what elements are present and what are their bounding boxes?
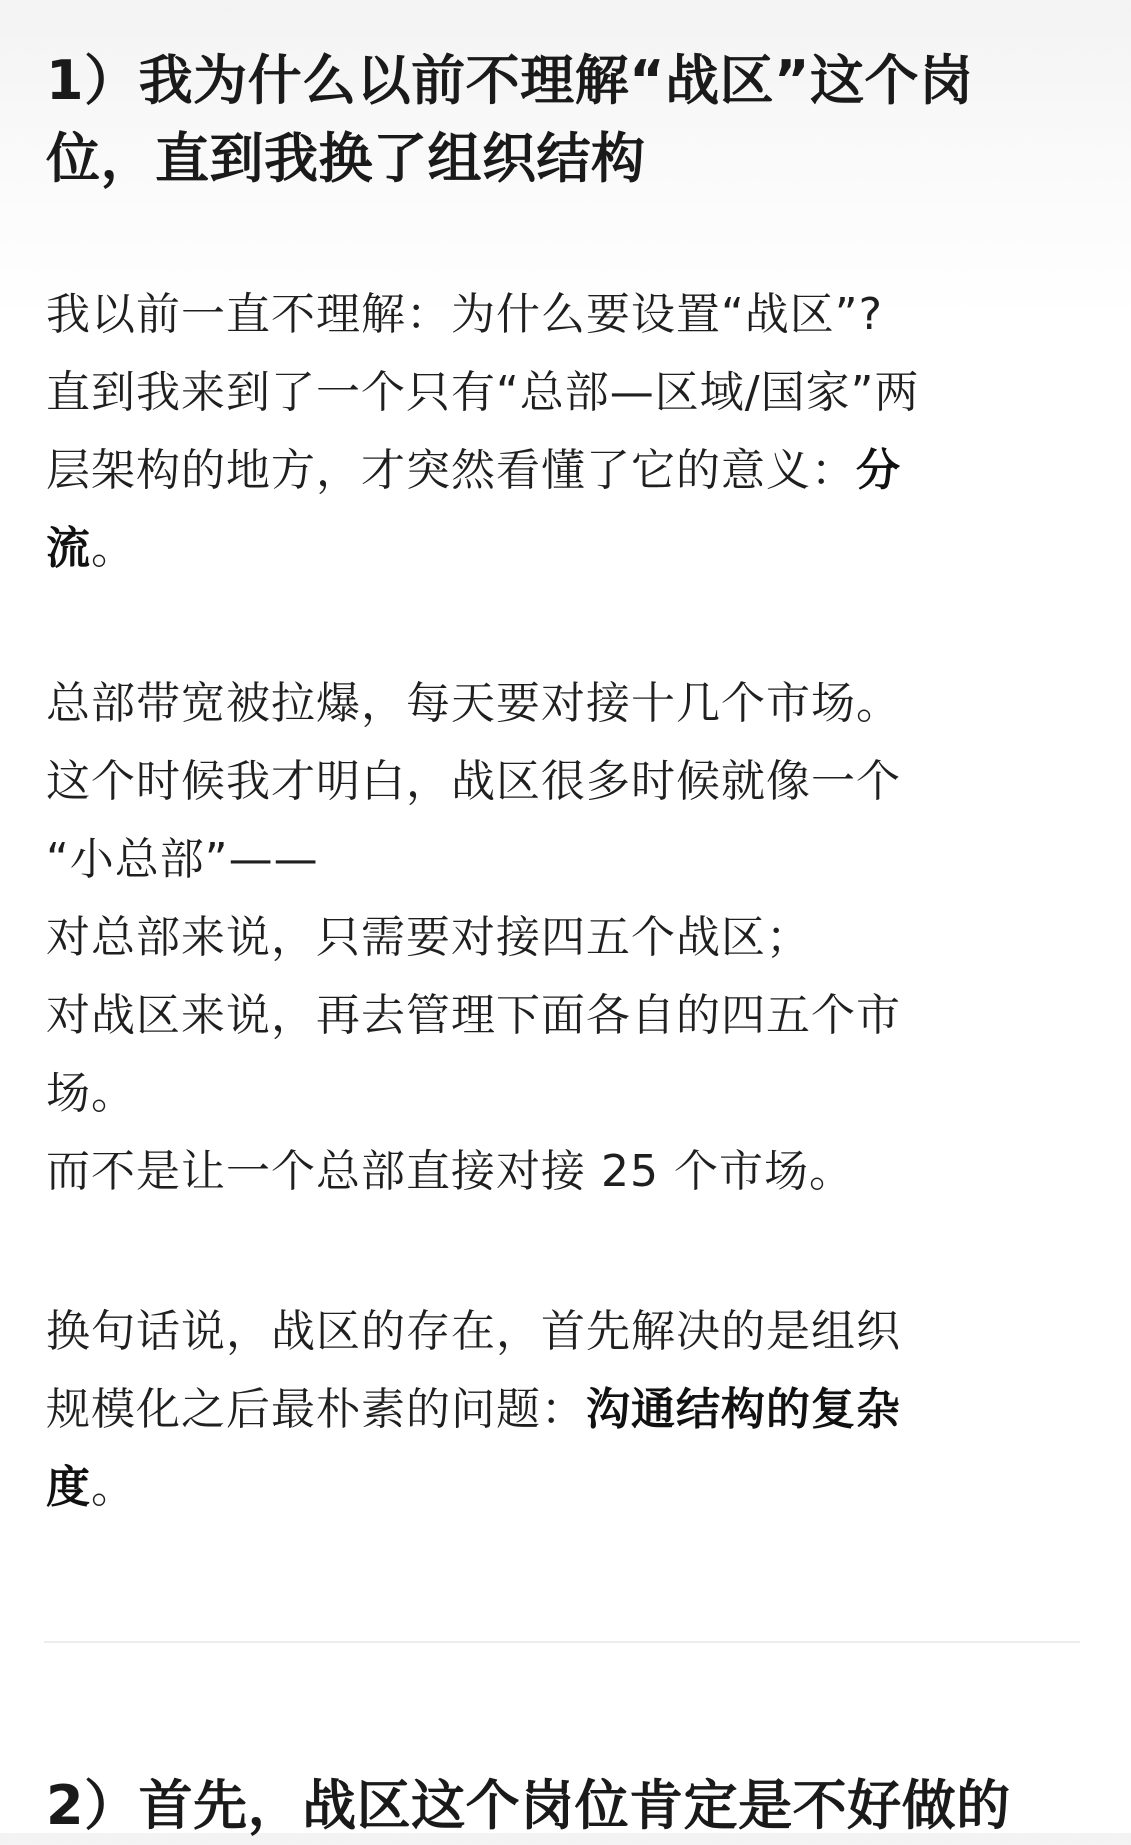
paragraph-line xyxy=(46,1449,1086,1527)
paragraph-line: 总部带宽被拉爆，每天要对接十几个市场。 xyxy=(46,678,901,729)
text-run: 。 xyxy=(91,1462,136,1513)
text-run: 规模化之后最朴素的问题： xyxy=(46,1384,586,1435)
emphasis-text: 分 xyxy=(856,445,901,496)
paragraph-hq-bandwidth xyxy=(46,665,1086,1211)
paragraph-line xyxy=(46,1371,1086,1449)
paragraph-line: 换句话说，战区的存在，首先解决的是组织 xyxy=(46,1306,901,1357)
section-divider xyxy=(44,1641,1080,1643)
paragraph-line: 而不是让一个总部直接对接 25 个市场。 xyxy=(46,1146,854,1197)
paragraph-in-other-words xyxy=(46,1293,1086,1527)
heading-line: 位，直到我换了组织结构 xyxy=(46,127,646,190)
paragraph-line: 我以前一直不理解：为什么要设置“战区”? xyxy=(46,289,883,340)
emphasis-text: 度 xyxy=(46,1462,91,1513)
paragraph-line xyxy=(46,432,1086,510)
paragraph-line: 场。 xyxy=(46,1068,136,1119)
heading-line: 2）首先，战区这个岗位肯定是不好做的 xyxy=(46,1774,1011,1837)
heading-line: 1）我为什么以前不理解“战区”这个岗 xyxy=(46,49,974,112)
emphasis-text: 流 xyxy=(46,523,91,574)
text-run: 。 xyxy=(91,523,136,574)
paragraph-line: 对总部来说，只需要对接四五个战区； xyxy=(46,912,811,963)
paragraph-line xyxy=(46,510,1086,588)
paragraph-line: “小总部”—— xyxy=(46,834,319,885)
section-heading-1 xyxy=(46,42,1086,198)
section-heading-2 xyxy=(46,1767,1086,1845)
text-run: 层架构的地方，才突然看懂了它的意义： xyxy=(46,445,856,496)
paragraph-line: 这个时候我才明白，战区很多时候就像一个 xyxy=(46,756,901,807)
emphasis-text: 沟通结构的复杂 xyxy=(586,1384,901,1435)
paragraph-line: 对战区来说，再去管理下面各自的四五个市 xyxy=(46,990,901,1041)
paragraph-line: 直到我来到了一个只有“总部—区域/国家”两 xyxy=(46,367,920,418)
paragraph-why-theater xyxy=(46,276,1086,588)
